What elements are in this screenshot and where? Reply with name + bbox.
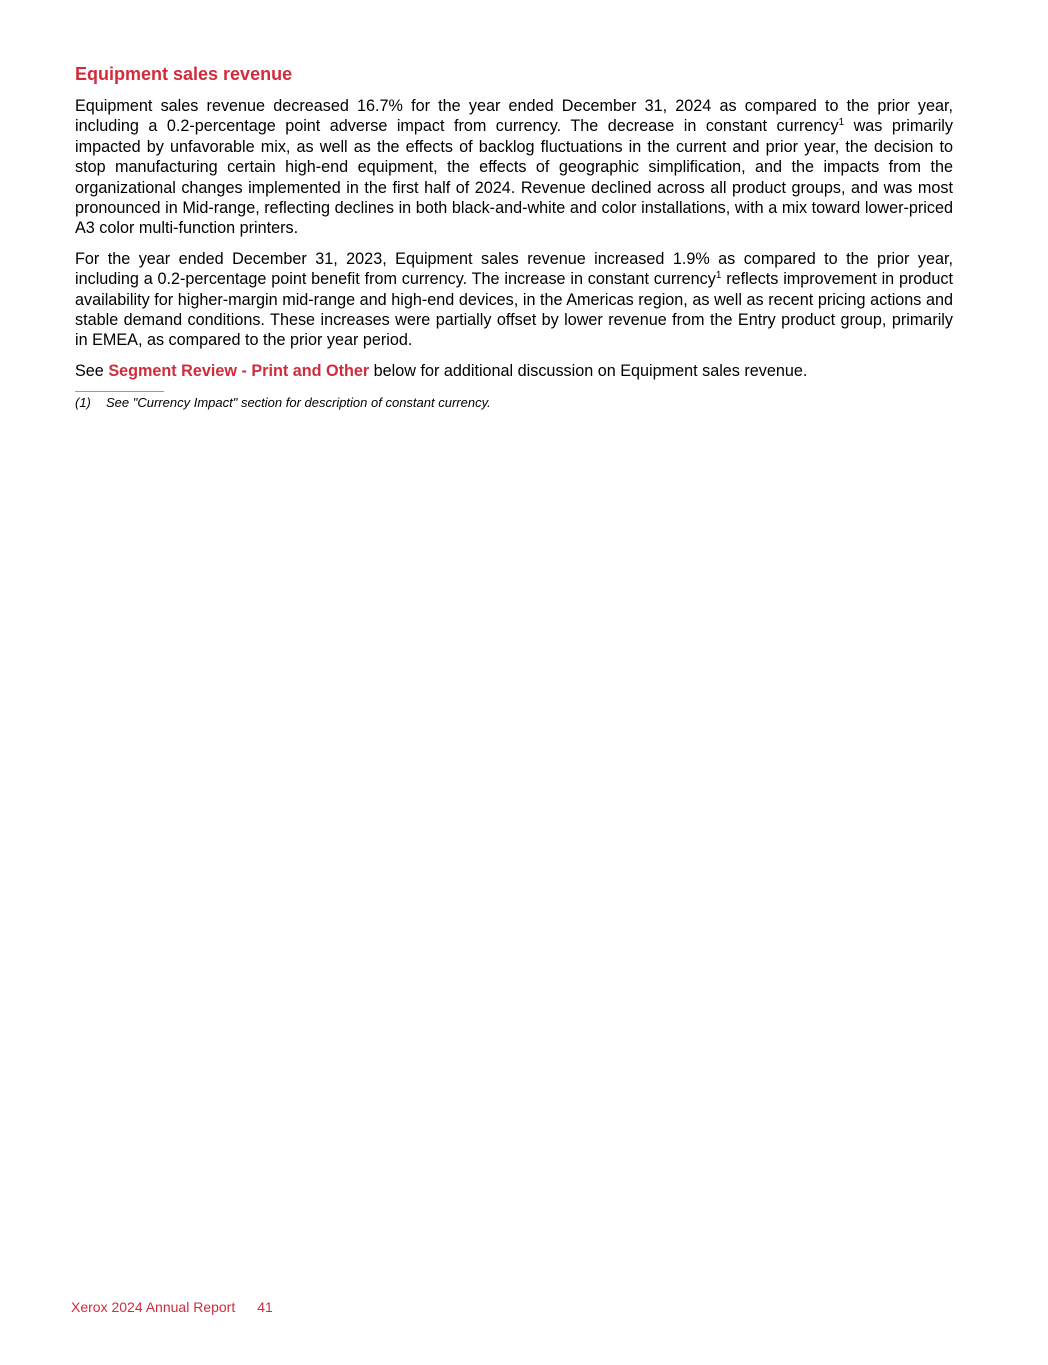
paragraph-2024 xyxy=(75,96,953,239)
main-content xyxy=(75,62,953,411)
footnote-divider xyxy=(75,391,164,392)
paragraph-2023-text-a: For the year ended December 31, 2023, Equipment sales revenue increased 1.9% as compared to the prior year, including a 0.2-percentage point benefit from currency. The increase in constant currency xyxy=(75,249,953,289)
section-heading: Equipment sales revenue xyxy=(75,64,293,84)
footnote-number: (1) xyxy=(75,395,91,411)
see-prefix: See xyxy=(75,361,109,380)
footer-report-title: Xerox 2024 Annual Report xyxy=(71,1299,236,1315)
paragraph-see-also xyxy=(75,361,953,381)
footnote-ref: 1 xyxy=(838,117,845,129)
paragraph-2023 xyxy=(75,249,953,351)
paragraph-2023-text-b: reflects improvement in product availability for higher-margin mid-range and high-end devices, in the Americas region, as well as recent pricing actions and stable demand conditions. These increases were partially offset by lower revenue from the Entry product group, primarily in EMEA, as compared to the prior year period. xyxy=(75,270,953,350)
page-number: 41 xyxy=(257,1299,273,1315)
footnote-text: See "Currency Impact" section for description of constant currency. xyxy=(106,395,491,411)
segment-review-link[interactable]: Segment Review - Print and Other xyxy=(108,361,370,380)
paragraph-2024-text-a: Equipment sales revenue decreased 16.7% for the year ended December 31, 2024 as compared to the prior year, including a 0.2-percentage point adverse impact from currency. The decrease in constant currency xyxy=(75,97,953,136)
page-footer xyxy=(71,1298,273,1316)
footnote-ref: 1 xyxy=(715,270,722,282)
footnote xyxy=(75,395,953,411)
paragraph-2024-text-b: was primarily impacted by unfavorable mix, as well as the effects of backlog fluctuations in the current and prior year, the decision to stop manufacturing certain high-end equipment, the effects of geographic simplification, and the impacts from the organizational changes implemented in the first half of 2024. Revenue declined across all product groups, and was most pronounced in Mid-range, reflecting declines in both black-and-white and color installations, with a mix toward lower-priced A3 color multi-function printers. xyxy=(75,117,953,238)
see-suffix: below for additional discussion on Equipment sales revenue. xyxy=(369,361,808,380)
